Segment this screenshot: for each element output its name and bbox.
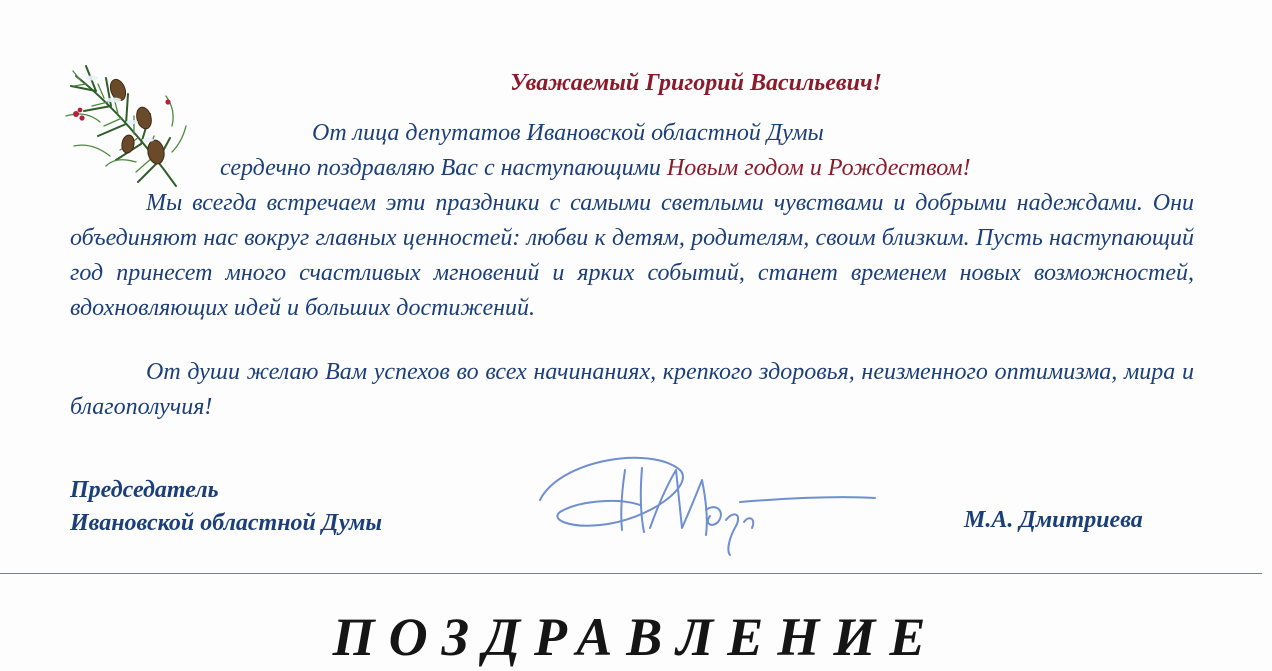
body-paragraph-1: Мы всегда встречаем эти праздники с самыми светлыми чувствами и добрыми надеждами. Они объединяют нас вокруг главных ценностей: любви к детям, родителям, своим близким. Пусть наступающий год принесет много счастливых мгновений и ярких событий, станет временем новых возможностей, вдохновляющих идей и больших достижений.	[70, 190, 1194, 321]
holiday-highlight: Новым годом и Рождеством!	[666, 155, 971, 181]
intro-line-2-text: сердечно поздравляю Вас с наступающими	[220, 155, 667, 181]
signatory-position	[70, 474, 382, 540]
signatory-name: М.А. Дмитриева	[964, 507, 1143, 533]
body-paragraph-2: От души желаю Вам успехов во всех начинаниях, крепкого здоровья, неизменного оптимизма, мира и благополучия!	[70, 359, 1194, 420]
intro-line-2	[220, 155, 971, 182]
position-line-2: Ивановской областной Думы	[70, 510, 383, 536]
footer-title: ПОЗДРАВЛЕНИЕ	[332, 607, 940, 667]
position-line-1: Председатель	[70, 477, 219, 503]
handwritten-signature	[530, 440, 890, 560]
intro-line-1: От лица депутатов Ивановской областной Думы	[312, 120, 824, 146]
greeting-heading: Уважаемый Григорий Васильевич!	[510, 70, 882, 96]
page-divider	[0, 573, 1262, 574]
